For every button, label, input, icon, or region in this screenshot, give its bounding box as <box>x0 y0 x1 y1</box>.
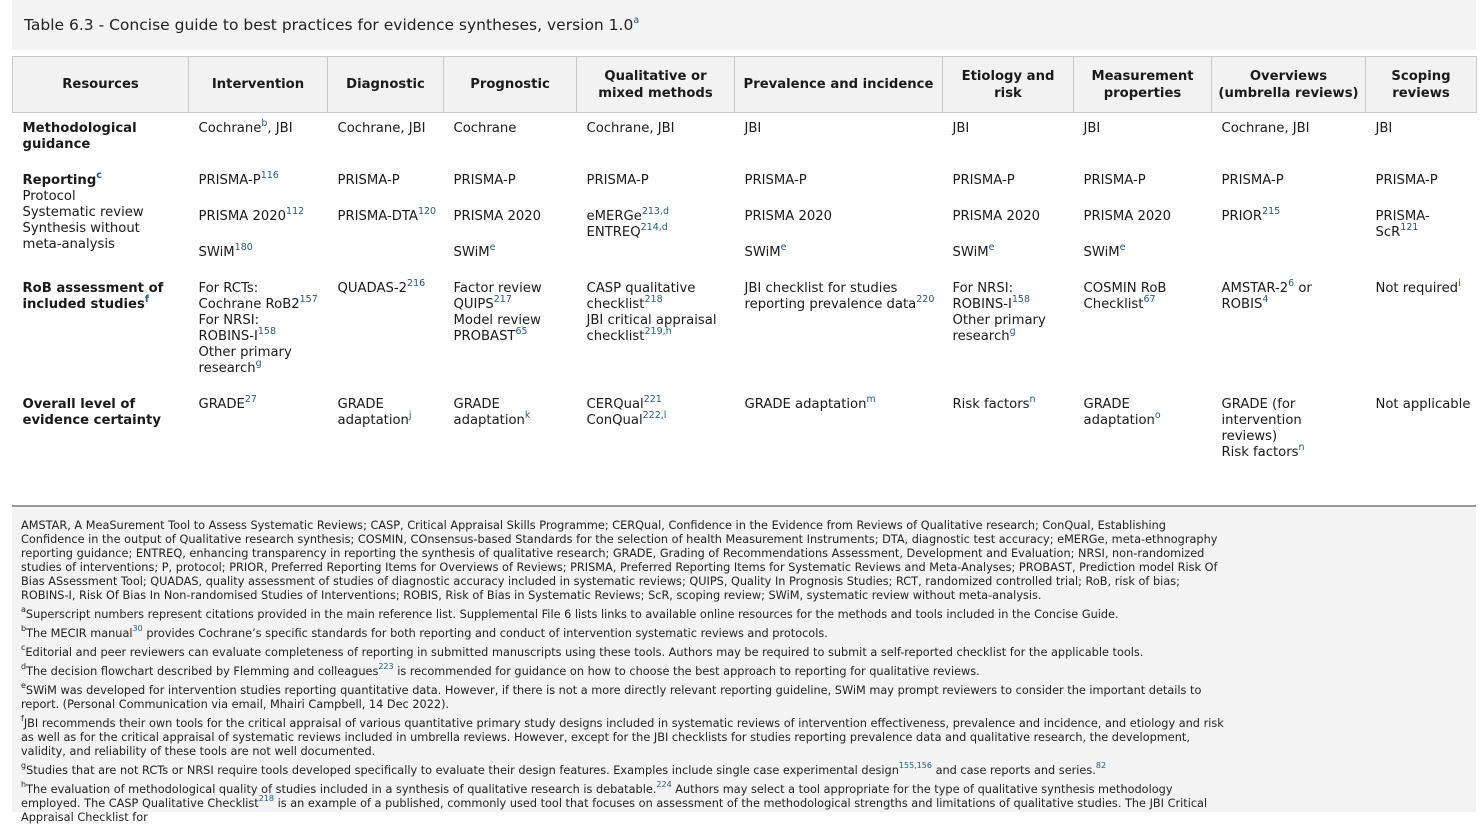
table-cell: Not applicable <box>1375 397 1471 412</box>
col-header: Etiology and risk <box>943 57 1074 113</box>
col-header: Resources <box>13 57 189 113</box>
table-footnotes <box>12 505 1476 824</box>
col-header: Scoping reviews <box>1366 57 1477 113</box>
table-cell: PRISMA-P PRISMA 2020 SWiM$^e$ <box>952 173 1041 260</box>
table-cell: PRISMA-$P^{116}$ PRISMA 2020$^{112}$ SWiM$^{180}$ <box>198 169 305 260</box>
col-header: Intervention <box>189 57 328 113</box>
table-row <box>13 121 1477 153</box>
col-header: Prevalence and incidence <box>735 57 943 113</box>
table-cell: QUADAS-$2^{216}$ <box>337 277 426 296</box>
table-cell: Not required$^i$ <box>1375 277 1461 296</box>
table-cell: COSMIN RoB Checklist$^{67}$ <box>1083 281 1167 312</box>
table-cell: GRADE adaptation$^j$ <box>337 397 412 428</box>
table-cell: JBI <box>1375 121 1393 136</box>
table-cell: For RCTs: Cochrane $RoB2^{157}$ For NRSI: ROBINS-$I^{158}$ Other primary research$^g$ <box>198 281 318 376</box>
col-header: Prognostic <box>444 57 577 113</box>
table-cell: PRISMA-P PRISMA 2020 SWiM$^e$ <box>744 173 833 260</box>
table-cell: PRISMA-P PRISMA 2020 SWiM$^e$ <box>1083 173 1172 260</box>
guide-table <box>12 56 1477 461</box>
table-cell: CERQual$^{221}$ ConQual$^{222,l}$ <box>586 393 667 428</box>
footnote-g: $^g$Studies that are not RCTs or NRSI require tools developed specifically to evaluate their design features. Examples include single case experimental design$^{155,156}$ and case reports and series.$^{82}$ <box>21 761 1107 777</box>
table-cell: Cochrane, JBI <box>337 121 426 136</box>
table-cell: JBI checklist for studies reporting prevalence data$^{220}$ <box>744 281 935 312</box>
footnote-f: $^f$JBI recommends their own tools for the critical appraisal of various quantitative primary study designs included in systematic reviews of intervention effectiveness, prevalence and incidence, and etiology and risk as well as for the critical appraisal of systematic reviews included in umbrella reviews. However, except for the JBI checklists for studies reporting prevalence data and qualitative research, the development, validity, and reliability of these tools are not well documented. <box>21 714 1224 758</box>
table-cell: JBI <box>1083 121 1101 136</box>
table-cell: Risk factors$^n$ <box>952 393 1036 412</box>
table-cell: JBI <box>952 121 970 136</box>
table-cell: GRADE$^{27}$ <box>198 393 257 412</box>
row-label-cell: Reporting$^c$ Protocol Systematic review Synthesis without meta-analysis <box>22 169 144 252</box>
footnote-e: $^e$SWiM was developed for intervention studies reporting quantitative data. However, if there is not a more directly relevant reporting guideline, SWiM may prompt reviewers to consider the important details to report. (Personal Communication via email, Mhairi Campbell, 14 Dec 2022). <box>21 681 1202 711</box>
abbreviations-note: AMSTAR, A MeaSurement Tool to Assess Systematic Reviews; CASP, Critical Appraisal Skills Programme; CERQual, Confidence in the Evidence from Reviews of Qualitative research; ConQual, Establishing Confidence in the output of Qualitative research synthesis; COSMIN, COnsensus-based Standards for the selection of health Measurement Instruments; DTA, diagnostic test accuracy; eMERGe, meta-ethnography reporting guidance; ENTREQ, enhancing transparency in reporting the synthesis of qualitative research; GRADE, Grading of Recommendations Assessment, Development and Evaluation; NRSI, non-randomized studies of interventions; P, protocol; PRIOR, Preferred Reporting Items for Overviews of Reviews; PRISMA, Preferred Reporting Items for Systematic Reviews and Meta-Analyses; PROBAST, Prediction model Risk Of Bias ASsessment Tool; QUADAS, quality assessment of studies of diagnostic accuracy included in systematic reviews; QUIPS, Quality In Prognosis Studies; RCT, randomized controlled trial; RoB, risk of bias; ROBINS-I, Risk Of Bias In Non-randomised Studies of Interventions; ROBIS, Risk of Bias in Systematic Reviews; ScR, scoping review; SWiM, systematic review without meta-analysis. <box>21 519 1218 602</box>
table-cell: Cochrane <box>453 121 517 136</box>
table-cell: PRISMA-P PRIOR$^{215}$ <box>1221 173 1284 224</box>
table-cell: GRADE (for intervention reviews) Risk factors$^n$ <box>1221 397 1305 460</box>
col-header: Measurement properties <box>1074 57 1212 113</box>
table-cell: For NRSI: ROBINS-$I^{158}$ Other primary research$^g$ <box>952 281 1046 344</box>
col-header: Overviews (umbrella reviews) <box>1212 57 1366 113</box>
table-caption <box>12 0 1476 50</box>
table-row <box>13 397 1477 461</box>
footnote-a: $^a$Superscript numbers represent citations provided in the main reference list. Supplemental File 6 lists links to available online resources for the methods and tools included in the Concise Guide. <box>21 605 1119 621</box>
table-cell: GRADE adaptation$^m$ <box>744 393 876 412</box>
footnote-c: $^c$Editorial and peer reviewers can evaluate completeness of reporting in submitted manuscripts using these tools. Authors may be required to submit a self-reported checklist for the applicable tools. <box>21 643 1144 659</box>
table-cell: PRISMA-P PRISMA-DTA$^{120}$ <box>337 173 437 224</box>
table-cell: Cochrane, JBI <box>586 121 675 136</box>
caption-text: Table 6.3 - Concise guide to best practices for evidence syntheses, version 1.0$^a$ <box>24 14 640 34</box>
table-cell: GRADE adaptation$^k$ <box>453 397 531 428</box>
table-cell: Cochrane$^b$, JBI <box>198 117 293 136</box>
table-row <box>13 173 1477 261</box>
table-cell: Factor review QUIPS$^{217}$ Model review PROBAST$^{65}$ <box>453 281 542 344</box>
footnote-h: $^h$The evaluation of methodological quality of studies included in a synthesis of qualitative research is debatable.$^{224}$ Authors may select a tool appropriate for the type of qualitative synthesis methodology employed. The CASP Qualitative Checklist$^{218}$ is an example of a published, commonly used tool that focuses on assessment of the methodological strengths and limitations of qualitative studies. The JBI Critical Appraisal Checklist for <box>21 780 1208 824</box>
header-row <box>13 57 1477 113</box>
table-cell: PRISMA-P eMERGe$^{213,d}$ ENTREQ$^{214,d}$ <box>586 173 670 240</box>
table-cell: CASP qualitative checklist$^{218}$ JBI critical appraisal checklist$^{219,h}$ <box>586 281 717 344</box>
footnote-d: $^d$The decision flowchart described by Flemming and colleagues$^{223}$ is recommended for guidance on how to choose the best approach to reporting for qualitative reviews. <box>21 662 980 678</box>
table-cell: AMSTAR-$2^6$ or ROBIS$^4$ <box>1221 277 1312 312</box>
footnote-b: $^b$The MECIR manual$^{30}$ provides Cochrane’s specific standards for both reporting and conduct of intervention systematic reviews and protocols. <box>21 624 828 640</box>
table-cell: Cochrane, JBI <box>1221 121 1310 136</box>
row-label: Overall level of evidence certainty <box>22 397 161 428</box>
col-header: Diagnostic <box>328 57 444 113</box>
row-label: RoB assessment of included studies$^f$ <box>22 281 164 312</box>
row-label: Methodological guidance <box>22 121 137 152</box>
table-cell: PRISMA-P PRISMA- ScR$^{121}$ <box>1375 173 1438 240</box>
table-cell: GRADE adaptation$^o$ <box>1083 397 1161 428</box>
table-cell: JBI <box>744 121 762 136</box>
table-row <box>13 281 1477 377</box>
col-header: Qualitative or mixed methods <box>577 57 735 113</box>
table-cell: PRISMA-P PRISMA 2020 SWiM$^e$ <box>453 173 542 260</box>
